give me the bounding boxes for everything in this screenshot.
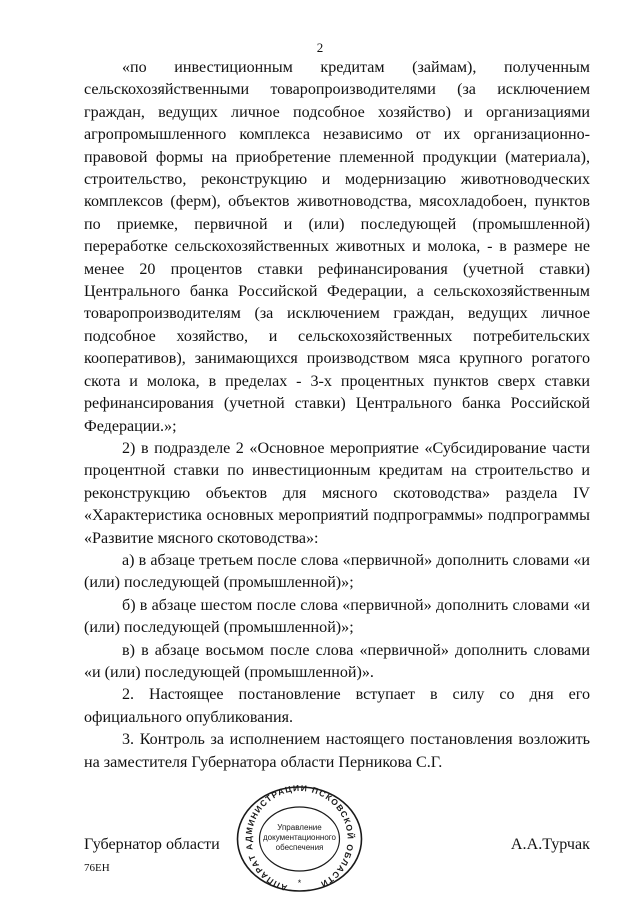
stamp-outer-text: АППАРАТ АДМИНИСТРАЦИИ ПСКОВСКОЙ ОБЛАСТИ	[243, 783, 356, 893]
paragraph-subitem-b: б) в абзаце шестом после слова «первичной» дополнить словами «и (или) последующей (промышленной)»;	[84, 596, 590, 637]
stamp-inner-line-2: документационного	[263, 833, 336, 842]
paragraph-subitem-v: в) в абзаце восьмом после слова «первичной» дополнить словами «и (или) последующей (промышленной)».	[84, 641, 590, 681]
paragraph-control: 3. Контроль за исполнением настоящего постановления возложить на заместителя Губернатора области Перникова С.Г.	[84, 731, 590, 771]
page-number: 2	[316, 40, 324, 55]
paragraph-item-2: 2) в подразделе 2 «Основное мероприятие «Субсидирование части процентной ставки по инвестиционным кредитам на строительство и реконструкцию объектов для мясного скотоводства» раздела IV «Характеристика основных мероприятий подпрограммы» подпрограммы «Развитие мясного скотоводства»:	[84, 439, 590, 547]
paragraph-amendment-quote: «по инвестиционным кредитам (займам), полученным сельскохозяйственными товаропроизводителями (за исключением граждан, ведущих личное подсобное хозяйство) и организациями агропромышленного комплекса независимо от их организационно-правовой формы на приобретение племенной продукции (материала), строительство, реконструкцию и модернизацию животноводческих комплексов (ферм), объектов животноводства, мясохладобоен, пунктов по приемке, первичной и (или) последующей (промышленной) переработке сельскохозяйственных животных и молока, - в размере не менее 20 процентов ставки рефинансирования (учетной ставки) Центрального банка Российской Федерации, а сельскохозяйственным товаропроизводителям (за исключением граждан, ведущих личное подсобное хозяйство, и сельскохозяйственных потребительских кооперативов), занимающихся производством мяса крупного рогатого скота и молока, в пределах - 3-х процентных пунктов сверх ставки рефинансирования (учетной ставки) Центрального банка Российской Федерации.»;	[84, 59, 590, 435]
stamp-inner-line-3: обеспечения	[275, 843, 324, 852]
document-body	[84, 57, 590, 774]
paragraph-effective-date: 2. Настоящее постановление вступает в силу со дня его официального опубликования.	[84, 686, 590, 726]
official-stamp-seal	[232, 783, 367, 893]
signatory-name: А.А.Турчак	[510, 836, 590, 853]
signatory-title: Губернатор области	[84, 836, 220, 853]
document-code: 76ЕН	[84, 862, 110, 874]
stamp-star-icon: *	[297, 878, 302, 888]
stamp-inner-line-1: Управление	[277, 823, 322, 832]
paragraph-subitem-a: а) в абзаце третьем после слова «первичной» дополнить словами «и (или) последующей (промышленной)»;	[84, 551, 590, 592]
